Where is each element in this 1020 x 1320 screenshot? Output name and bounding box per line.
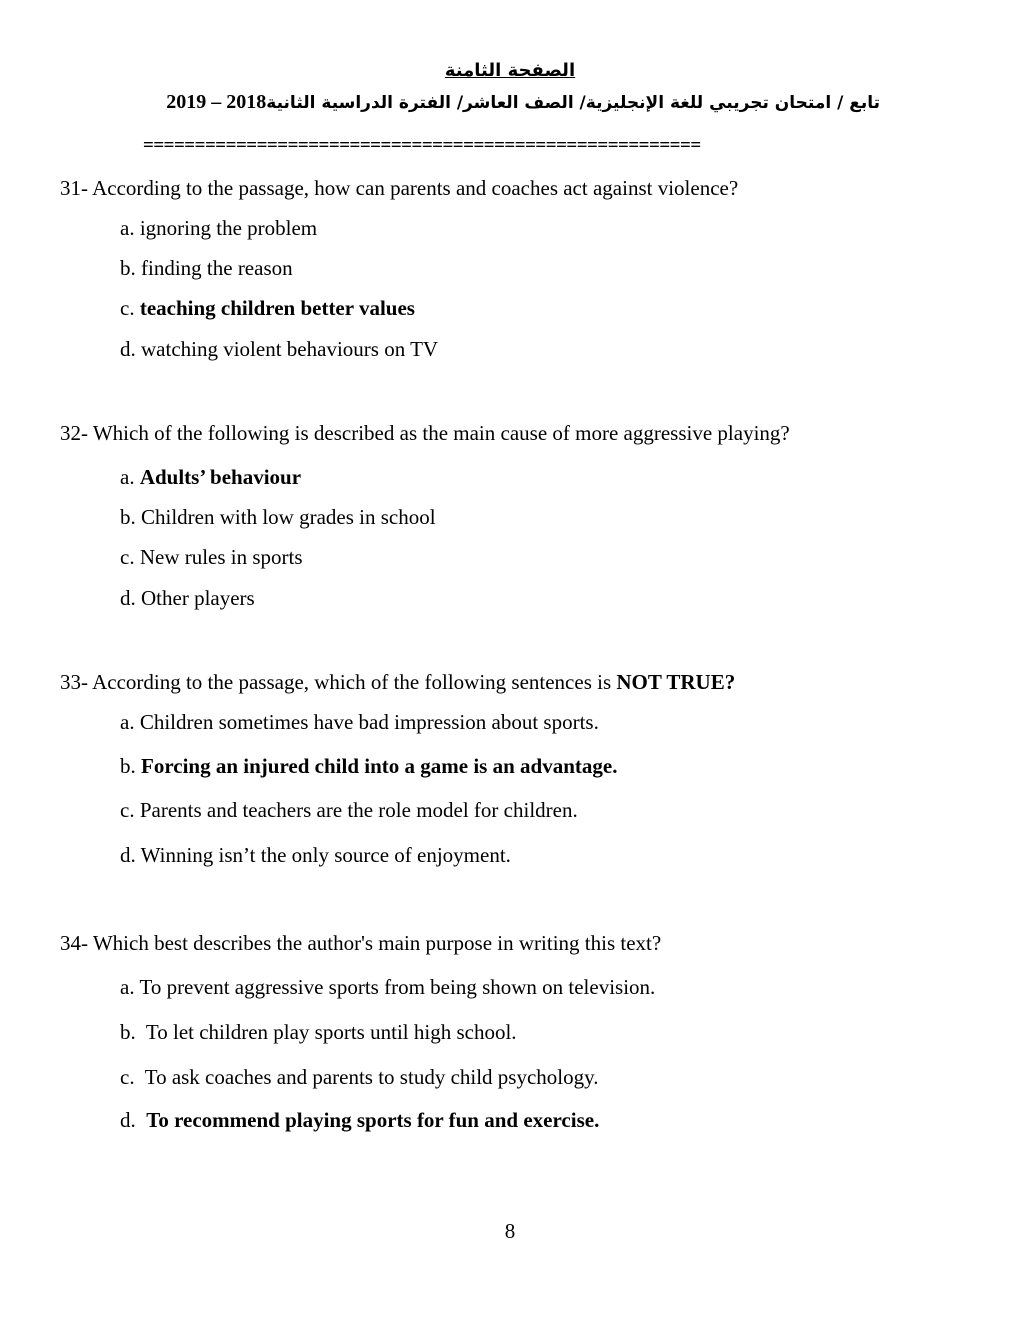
option-a (120, 974, 655, 1000)
option-text: Winning isn’t the only source of enjoyment. (140, 843, 511, 867)
option-text: Children with low grades in school (141, 505, 436, 529)
option-text: To ask coaches and parents to study child psychology. (144, 1065, 599, 1089)
option-letter: a. (120, 710, 140, 734)
option-letter: c. (120, 798, 140, 822)
option-letter: b. (120, 505, 141, 529)
exam-title-arabic: تابع / امتحان تجريبي للغة الإنجليزية/ الصف العاشر/ الفترة الدراسية الثانية (266, 93, 880, 113)
question-stem: 31- According to the passage, how can parents and coaches act against violence? (60, 176, 739, 200)
option-letter: b. (120, 754, 141, 778)
question-stem: 32- Which of the following is described as the main cause of more aggressive playing? (60, 421, 790, 445)
option-text-correct: Adults’ behaviour (139, 465, 302, 489)
option-c (120, 295, 415, 321)
option-letter: d. (120, 586, 141, 610)
question-stem-text: 33- According to the passage, which of the following sentences is (60, 670, 617, 694)
option-letter: b. (120, 1020, 146, 1044)
exam-years: 2019 – 2018 (166, 91, 267, 113)
option-d (120, 585, 255, 611)
option-text-correct: Forcing an injured child into a game is an advantage. (141, 754, 618, 778)
option-a (120, 215, 317, 241)
option-letter: a. (120, 216, 140, 240)
option-letter: c. (120, 545, 140, 569)
exam-title (166, 88, 880, 117)
option-text: finding the reason (141, 256, 293, 280)
option-letter: c. (120, 1065, 145, 1089)
page-header (0, 58, 1020, 113)
option-c (120, 1064, 599, 1090)
option-text: watching violent behaviours on TV (141, 337, 439, 361)
option-text: Parents and teachers are the role model for children. (139, 798, 578, 822)
option-letter: d. (120, 843, 141, 867)
option-a (120, 464, 301, 490)
option-letter: d. (120, 337, 141, 361)
option-letter: c. (120, 296, 140, 320)
option-letter: b. (120, 256, 141, 280)
option-d (120, 336, 438, 362)
question-stem: 34- Which best describes the author's main purpose in writing this text? (60, 931, 662, 955)
option-text-correct: To recommend playing sports for fun and exercise. (146, 1108, 600, 1132)
option-text: New rules in sports (139, 545, 303, 569)
option-c (120, 544, 303, 570)
option-text: Children sometimes have bad impression about sports. (139, 710, 599, 734)
option-text: To prevent aggressive sports from being shown on television. (139, 975, 656, 999)
option-c (120, 797, 578, 823)
option-d (120, 842, 511, 868)
option-text-correct: teaching children better values (139, 296, 415, 320)
option-text: To let children play sports until high school. (145, 1020, 517, 1044)
option-letter: d. (120, 1108, 147, 1132)
option-text: ignoring the problem (139, 216, 318, 240)
question-stem (60, 669, 735, 695)
page-number: 8 (504, 1219, 516, 1243)
option-text: Other players (141, 586, 255, 610)
option-b (120, 504, 436, 530)
option-a (120, 709, 599, 735)
header-divider: ====================================================== (143, 136, 701, 156)
option-letter: a. (120, 465, 140, 489)
question-stem-emphasis: NOT TRUE? (616, 670, 736, 694)
page-label: الصفحة الثامنة (444, 60, 576, 81)
option-b (120, 753, 617, 779)
option-d (120, 1107, 599, 1133)
option-b (120, 255, 293, 281)
option-letter: a. (120, 975, 140, 999)
option-b (120, 1019, 517, 1045)
